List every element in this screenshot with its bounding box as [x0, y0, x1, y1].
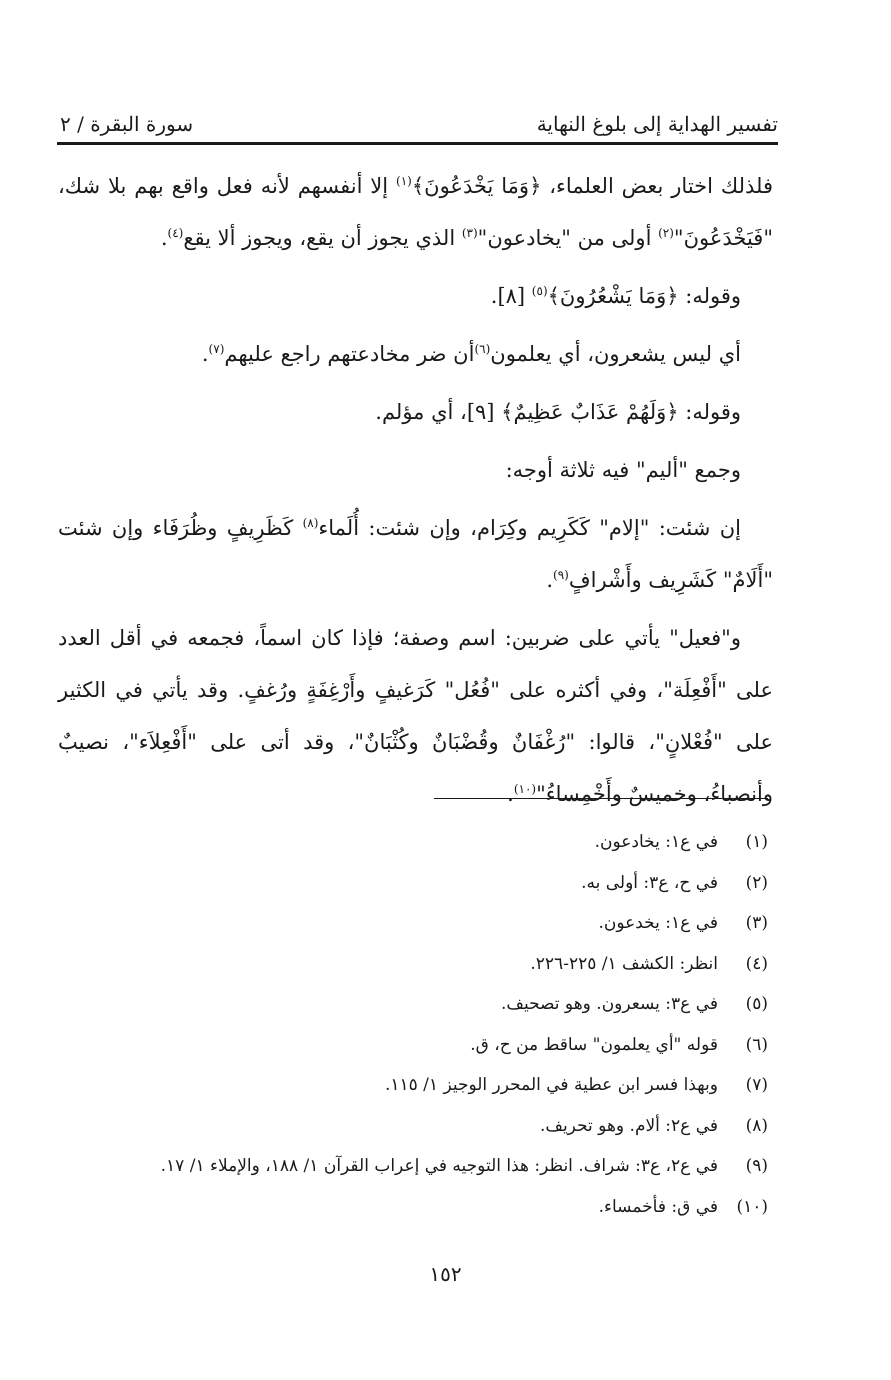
running-header: [60, 100, 778, 136]
footnote-number: (٥): [745, 994, 768, 1015]
main-text: [58, 160, 773, 820]
footnote-item: [80, 984, 768, 1025]
footnote-item: [80, 1065, 768, 1106]
footnote-number: (٣): [745, 913, 768, 934]
footnote-ref: (٨): [302, 516, 319, 530]
paragraph-2: وقوله: ﴿وَمَا يَشْعُرُونَ﴾$^{(٥)}$ [٨].: [490, 284, 741, 308]
footnote-number: (١): [745, 832, 768, 853]
footnote-item: [80, 944, 768, 985]
footnote-item: [80, 1025, 768, 1066]
footnote-text: في ع١: يخدعون.: [598, 913, 718, 934]
paragraph-7: و"فعيل" يأتي على ضربين: اسم وصفة؛ فإذا كان اسماً، فجمعه في أقل العدد على "أَفْعِلَة"، وفي أكثره على "فُعُل" كَرَغيفٍ وأَرْغِفَةٍ ورُغفٍ. وقد يأتي في الكثير على "فُعْلانٍ"، قالوا: "رُغْفَانٌ وقُضْبَانٌ وكُثْبَانٌ"، وقد أتى على "أَفْعِلاَء"، نصيبٌ وأنصباءُ، وخميسٌ وأَخْمِساءُ"$^{(١٠)}$.: [58, 626, 773, 806]
footnote-ref: (١): [396, 174, 412, 188]
footnote-text: في ع٢، ع٣: شراف. انظر: هذا التوجيه في إعراب القرآن ١/ ١٨٨، والإملاء ١/ ١٧.: [160, 1156, 718, 1177]
footnote-item: [80, 1106, 768, 1147]
page-number: ١٥٢: [429, 1262, 462, 1286]
footnote-item: [80, 903, 768, 944]
footnote-number: (٩): [745, 1156, 768, 1177]
quran-verse: ﴿وَمَا يَشْعُرُونَ﴾: [547, 284, 679, 308]
footnote-text: انظر: الكشف ١/ ٢٢٥-٢٢٦.: [530, 953, 718, 974]
footnote-ref: (١٠): [513, 782, 537, 796]
footnote-text: في ع٣: يسعرون. وهو تصحيف.: [500, 994, 718, 1015]
quran-verse: ﴿وَمَا يَخْدَعُونَ﴾: [411, 174, 542, 198]
footnote-text: وبهذا فسر ابن عطية في المحرر الوجيز ١/ ١١٥.: [384, 1075, 718, 1096]
header-rule: [57, 142, 778, 145]
footnote-number: (٨): [745, 1115, 768, 1136]
footnote-number: (٧): [745, 1075, 768, 1096]
footnote-rule: [434, 798, 768, 799]
footnote-text: في ح، ع٣: أولى به.: [581, 872, 718, 893]
footnote-ref: (٥): [531, 284, 548, 298]
footnote-text: في ع١: يخادعون.: [594, 832, 718, 853]
quran-verse: ﴿وَلَهُمْ عَذَابٌ عَظِيمٌ﴾: [501, 400, 679, 424]
paragraph-1: فلذلك اختار بعض العلماء، ﴿وَمَا يَخْدَعُونَ﴾$^{(١)}$ إلا أنفسهم لأنه فعل واقع بهم بلا شك، "فَيَخْدَعُونَ"$^{(٢)}$ أولى من "يخادعون"$^{(٣)}$ الذي يجوز أن يقع، ويجوز ألا يقع$^{(٤)}$.: [58, 174, 773, 250]
footnote-text: قوله "أي يعلمون" ساقط من ح، ق.: [470, 1034, 718, 1055]
footnote-ref: (٦): [474, 342, 491, 356]
footnote-ref: (٩): [553, 568, 569, 582]
footnote-ref: (٤): [167, 226, 184, 240]
footnote-item: [80, 1187, 768, 1228]
footnote-ref: (٧): [208, 342, 225, 356]
paragraph-4: وقوله: ﴿وَلَهُمْ عَذَابٌ عَظِيمٌ﴾ [٩]، أي مؤلم.: [375, 400, 741, 424]
paragraph-3: أي ليس يشعرون، أي يعلمون$^{(٦)}$أن ضر مخادعتهم راجع عليهم$^{(٧)}$.: [201, 342, 741, 366]
footnote-number: (٦): [745, 1034, 768, 1055]
footnote-number: (٤): [745, 953, 768, 974]
paragraph-5: وجمع "أليم" فيه ثلاثة أوجه:: [505, 458, 741, 482]
footnotes-list: [80, 822, 768, 1227]
book-title: تفسير الهداية إلى بلوغ النهاية: [536, 112, 778, 136]
footnote-item: [80, 1146, 768, 1187]
footnote-ref: (٣): [461, 226, 478, 240]
footnote-item: [80, 822, 768, 863]
footnote-text: في ق: فأخمساء.: [598, 1196, 718, 1217]
footnote-number: (٢): [745, 872, 768, 893]
surah-label: سورة البقرة / ٢: [60, 112, 194, 136]
footnote-number: (١٠): [736, 1196, 768, 1217]
footnote-item: [80, 863, 768, 904]
paragraph-6: إن شئت: "إلام" كَكَرِيم وكِرَام، وإن شئت: أُلَماء$^{(٨)}$ كَظَرِيفٍ وظُرَفَاء وإن شئت "أَلَامٌ" كَشَرِيف وأَشْرافٍ$^{(٩)}$.: [58, 516, 773, 592]
footnote-text: في ع٢: ألام. وهو تحريف.: [539, 1115, 718, 1136]
footnote-ref: (٢): [658, 226, 674, 240]
